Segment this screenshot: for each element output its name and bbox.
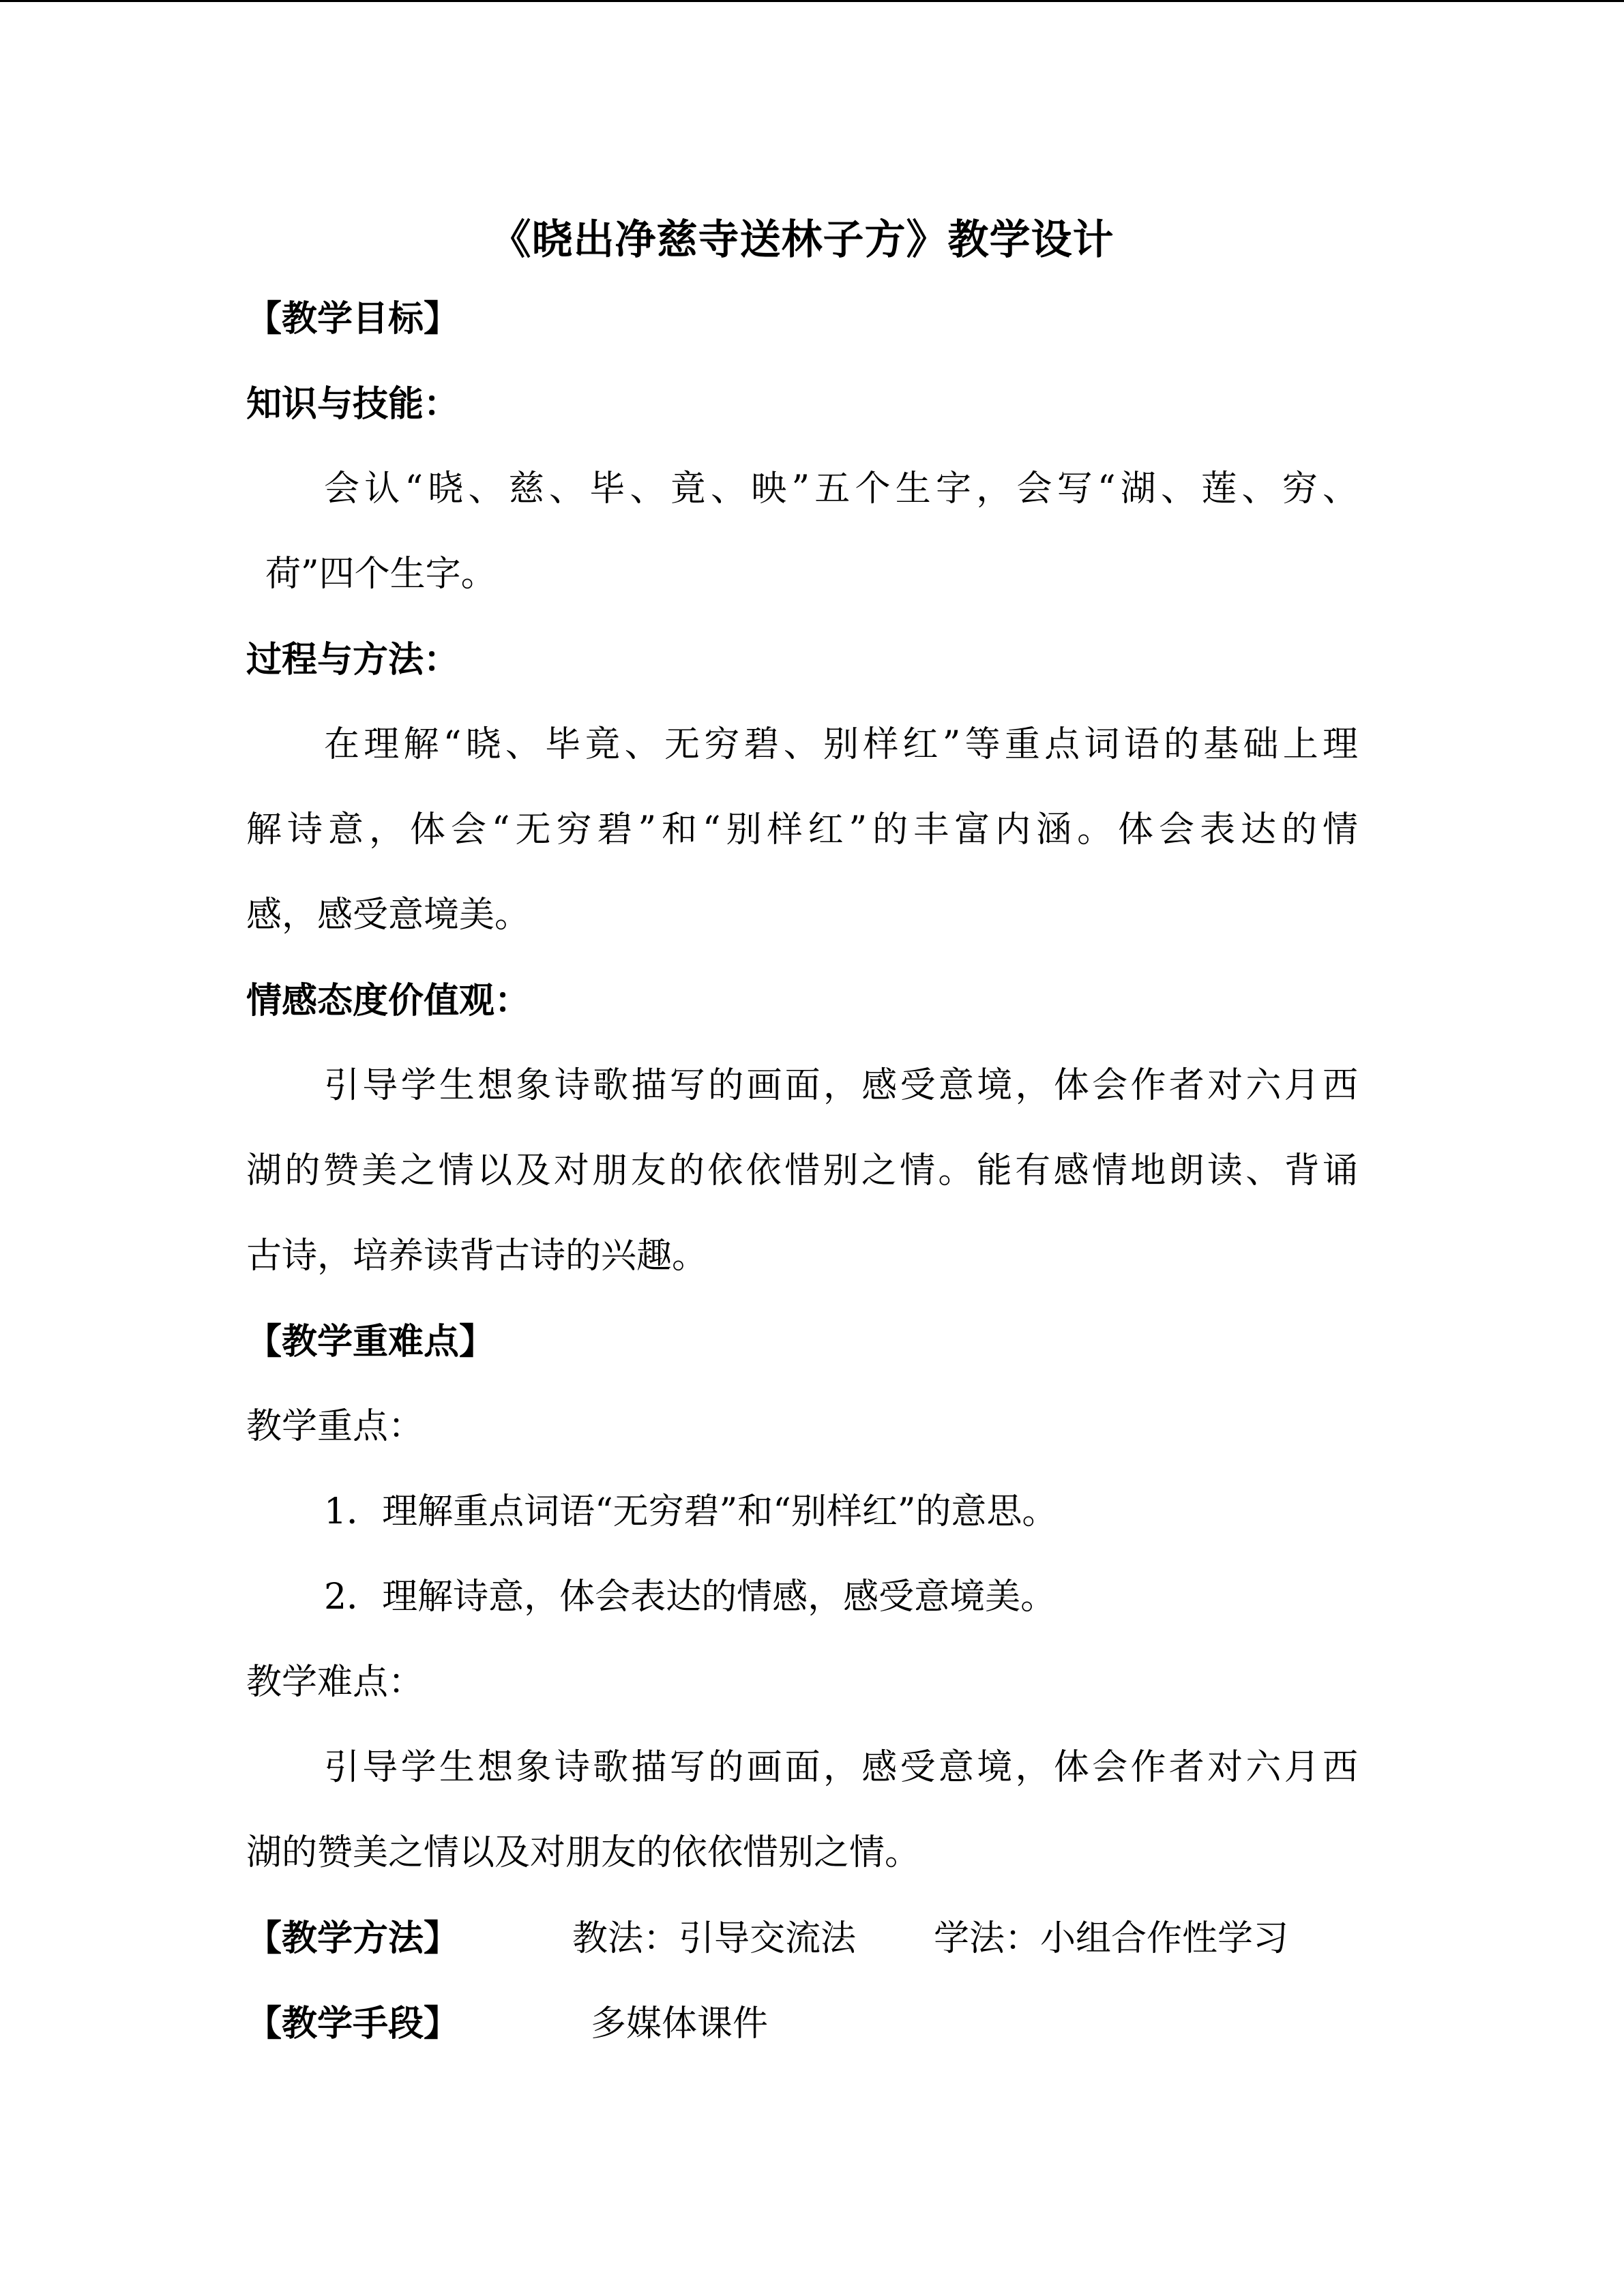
focus-item-1: 1．理解重点词语“无穷碧”和“别样红”的意思。 [324,1491,1058,1532]
difficulty-label: 教学难点： [246,1662,424,1703]
objectives-heading: 【教学目标】 [246,298,460,340]
knowledge-line-2: 荷”四个生字。 [265,554,497,595]
methods-row [246,1896,1358,1981]
methods-heading: 【教学方法】 [246,1918,460,1959]
means-row [246,1981,1358,2066]
process-line-1: 在理解“晓、毕竟、无穷碧、别样红”等重点词语的基础上理 [324,724,1358,765]
focus-label: 教学重点： [246,1406,424,1447]
process-label: 过程与方法： [246,639,460,681]
key-points-heading: 【教学重难点】 [246,1321,495,1362]
learning-method: 学法：小组合作性学习 [934,1918,1289,1959]
process-line-3: 感，感受意境美。 [246,895,531,936]
difficulty-line-1: 引导学生想象诗歌描写的画面，感受意境，体会作者对六月西 [324,1747,1358,1788]
knowledge-line-1: 会认“晓、慈、毕、竟、映”五个生字，会写“湖、莲、穷、 [324,468,1358,509]
emotion-label: 情感态度价值观： [246,980,531,1022]
document-page [246,205,1358,2066]
page-top-border [0,0,1624,2]
means-value: 多媒体课件 [591,2003,769,2044]
teaching-method: 教法：引导交流法 [572,1918,857,1959]
knowledge-label: 知识与技能： [246,383,460,425]
process-line-2: 解诗意，体会“无穷碧”和“别样红”的丰富内涵。体会表达的情 [246,809,1358,850]
emotion-line-3: 古诗，培养读背古诗的兴趣。 [246,1236,708,1277]
emotion-line-1: 引导学生想象诗歌描写的画面，感受意境，体会作者对六月西 [324,1065,1358,1106]
document-title: 《晓出净慈寺送林子方》教学设计 [490,216,1114,264]
emotion-line-2: 湖的赞美之情以及对朋友的依依惜别之情。能有感情地朗读、背诵 [246,1150,1358,1191]
focus-item-2: 2．理解诗意，体会表达的情感，感受意境美。 [324,1577,1057,1617]
difficulty-line-2: 湖的赞美之情以及对朋友的依依惜别之情。 [246,1832,921,1873]
means-heading: 【教学手段】 [246,2003,460,2044]
